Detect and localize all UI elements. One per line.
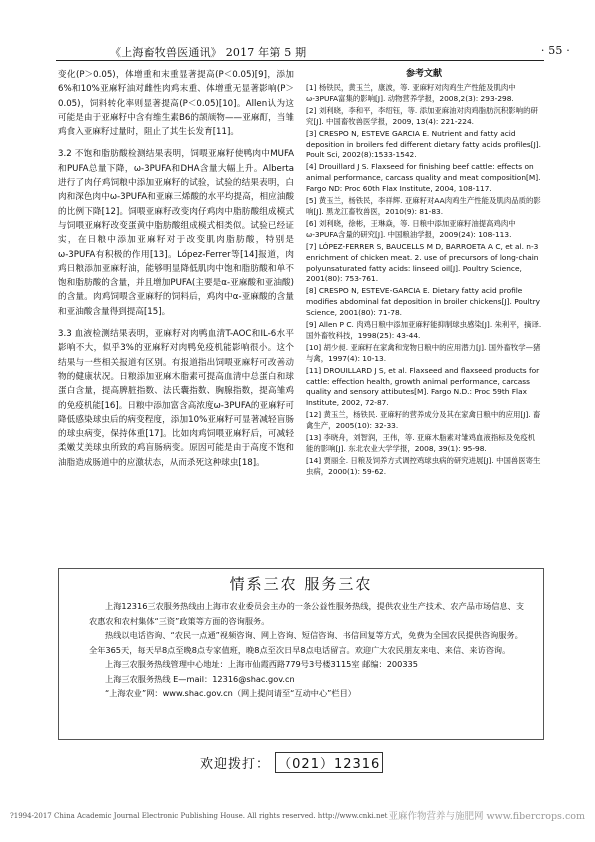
ad-body <box>89 599 529 701</box>
reference-item: [8] CRESPO N, ESTEVE-GARCIA E. Dietary fatty acid profile modifies abdominal fat deposition in broiler chickens[J]. Poultry Science, 2001(80): 71-78. <box>306 286 540 318</box>
ad-email: 上海三农服务热线 E—mail：12316@shac.gov.cn <box>105 673 295 684</box>
running-header <box>110 44 570 60</box>
reference-item: [6] 刘利晓，徐彬，王琳焱，等. 日粮中添加亚麻籽油提高鸡肉中ω-3PUFA含量的研究[J]. 中国粮油学报，2009(24): 108-113. <box>306 218 516 239</box>
header-rule <box>56 60 544 61</box>
reference-item: [11] DROUILLARD J S, et al. Flaxseed and flaxseed products for cattle: effection health, growth animal performance, carcass quality and sensory attibutes[M]. Fargo N.D.: Proc 59th Flax Institute, 2002, 72-87. <box>306 365 540 408</box>
reference-item: [2] 刘利晓，李和平，李绍钰，等. 添加亚麻油对肉鸡脂肪沉积影响的研究[J]. 中国畜牧兽医学报，2009, 13(4): 221-224. <box>306 105 538 126</box>
reference-item: [3] CRESPO N, ESTEVE GARCIA E. Nutrient and fatty acid deposition in broilers fed different dietary fatty acids profiles[J]. Poult Sci, 2002(8):1533-1542. <box>306 128 542 160</box>
section-3-2: 3.2 不饱和脂肪酸检测结果表明，饲喂亚麻籽使鸭肉中MUFA和PUFA总量下降，ω-3PUFA和DHA含量大幅上升。Alberta进行了肉仔鸡饲粮中添加亚麻籽的试验，试验的结果表明，白肉和深色肉中ω-3PUFA和亚麻三烯酸的水平均提高，相应油酸的比例下降[12]。饲喂亚麻籽改变肉仔鸡肉中脂肪酸组成模式与饲喂亚麻籽改变蛋黄中脂肪酸组成模式相类似。试验已经证实，在日粮中添加亚麻籽对于改变肌肉脂肪酸，特别是ω-3PUFA有积极的作用[13]。López-Ferrer等[14]报道，肉鸡日粮添加亚麻籽油，能够明显降低肌肉中饱和脂肪酸和单不饱和脂肪酸的含量，并且增加PUFA(主要是α-亚麻酸和亚油酸)的含量。肉鸡饲喂含亚麻籽的饲料后，鸡肉中α-亚麻酸的含量和亚油酸含量得到提高[15]。 <box>58 149 294 317</box>
left-column <box>58 68 294 470</box>
page-number: · 55 · <box>540 44 570 57</box>
reference-item: [7] LÓPEZ-FERRER S, BAUCELLS M D, BARROETA A C, et al. n-3 enrichment of chicken meat. 2. use of precursors of long-chain polyunsaturated fatty acids: linseed oil[J]. Poultry Science, 2001(80): 753-761. <box>306 241 539 284</box>
reference-item: [10] 胡少昶. 亚麻籽在家禽和宠物日粮中的应用潜力[J]. 国外畜牧学—猪与禽，1997(4): 10-13. <box>306 342 541 363</box>
ad-address: 上海三农服务热线管理中心地址：上海市仙霞西路779号3号楼3115室 邮编：200335 <box>105 659 418 669</box>
hotline-number: （021）12316 <box>275 752 383 773</box>
ad-website: “上海农业”网：www.shac.gov.cn（网上提问请至“互动中心”栏目） <box>105 688 356 698</box>
references-title: 参考文献 <box>405 69 442 79</box>
section-3-3: 3.3 血液检测结果表明，亚麻籽对肉鸭血清T-AOC和IL-6水平影响不大，似乎3%的亚麻籽对肉鸭免疫机能影响很小。这个结果与一些相关报道有区别。有报道指出饲喂亚麻籽可改善动物的健康状况。日粮添加亚麻木脂素可提高血清中总蛋白和球蛋白含量，提高脾脏指数、法氏囊指数、胸腺指数，提高雏鸡的免疫机能[16]。日粮中添加富含高浓度ω-3PUFA的亚麻籽可降低感染球虫后的病变程度，添加10%亚麻籽可显著减轻盲肠的球虫病变，保持体重[17]。比如肉鸡饲喂亚麻籽后，可减轻柔嫩艾美球虫所致的鸡盲肠病变。原因可能是由于高度不饱和油脂造成肠道中的应激状态，从而杀死这种球虫[18]。 <box>58 329 294 468</box>
reference-item: [14] 贾丽全. 日粮及饲养方式调控鸡球虫病的研究进展[J]. 中国兽医寄生虫病，2000(1): 59-62. <box>306 455 541 476</box>
references-column <box>306 68 542 479</box>
copyright-text: ?1994-2017 China Academic Journal Electronic Publishing House. All rights reserved. http://www.cnki.net <box>10 812 388 820</box>
watermark-text: 亚麻作物营养与施肥网 www.fibercrops.com <box>388 811 585 822</box>
journal-title: 《上海畜牧兽医通讯》 2017 年第 5 期 <box>110 46 307 59</box>
hotline-prefix: 欢迎拨打： <box>200 757 271 772</box>
ad-title: 情系三农 服务三农 <box>229 575 373 593</box>
paragraph-growth: 变化(P＞0.05)，体增重和末重显著提高(P＜0.05)[9]，添加6%和10%亚麻籽油对雌性肉鸡末重、体增重无显著影响(P＞0.05)，饲料转化率则显著提高(P＜0.05)[10]。Allen认为这可能是由于亚麻籽中含有维生素B6的颉颃物——亚麻酊，当雏鸡食入亚麻籽过量时，阻止了其生长发育[11]。 <box>58 70 294 138</box>
ad-intro: 上海12316三农服务热线由上海市农业委员会主办的一条公益性服务热线，提供农业生产技术、农产品市场信息、支农惠农和农村集体“三资”政策等方面的咨询服务。 <box>89 601 525 626</box>
reference-item: [1] 杨铁民，黄玉兰，康波，等. 亚麻籽对肉鸡生产性能及肌肉中ω-3PUFA富集的影响[J]. 动物营养学报，2008,2(3): 293-298. <box>306 83 516 103</box>
reference-item: [13] 李晓舟，刘智润，王伟，等. 亚麻木脂素对雏鸡血液指标及免疫机能的影响[J]. 东北农业大学学报，2008, 39(1): 95-98. <box>306 433 536 453</box>
reference-item: [5] 黄玉兰，杨铁民，李祥辉. 亚麻籽对AA肉鸡生产性能及肌肉品质的影响[J]. 黑龙江畜牧兽医，2010(9): 81-83. <box>306 196 541 216</box>
reference-item: [4] Drouillard J S. Flaxseed for finishing beef cattle: effects on animal performance, carcass quality and meat composition[M]. Fargo ND: Proc 60th Flax Institute, 2004, 108-117. <box>306 162 541 194</box>
copyright-footer <box>10 812 595 820</box>
hotline-banner <box>200 752 383 773</box>
reference-item: [12] 黄玉兰，杨铁民. 亚麻籽的营养成分及其在家禽日粮中的应用[J]. 畜禽生产，2005(10): 32-33. <box>306 410 541 431</box>
ad-service-details: 热线以电话咨询、“农民一点通”视频咨询、网上咨询、短信咨询、书信回复等方式，免费为全国农民提供咨询服务。全年365天，每天早8点至晚8点专家值班，晚8点至次日早8点电话留言。欢迎广大农民朋友来电、来信、来访咨询。 <box>89 630 523 655</box>
service-advertisement-box <box>58 568 544 740</box>
reference-item: [9] Allen P C. 肉鸡日粮中添加亚麻籽能抑制球虫感染[J]. 朱利平，摘译. 国外畜牧科技，1998(25): 43-44. <box>306 320 542 340</box>
